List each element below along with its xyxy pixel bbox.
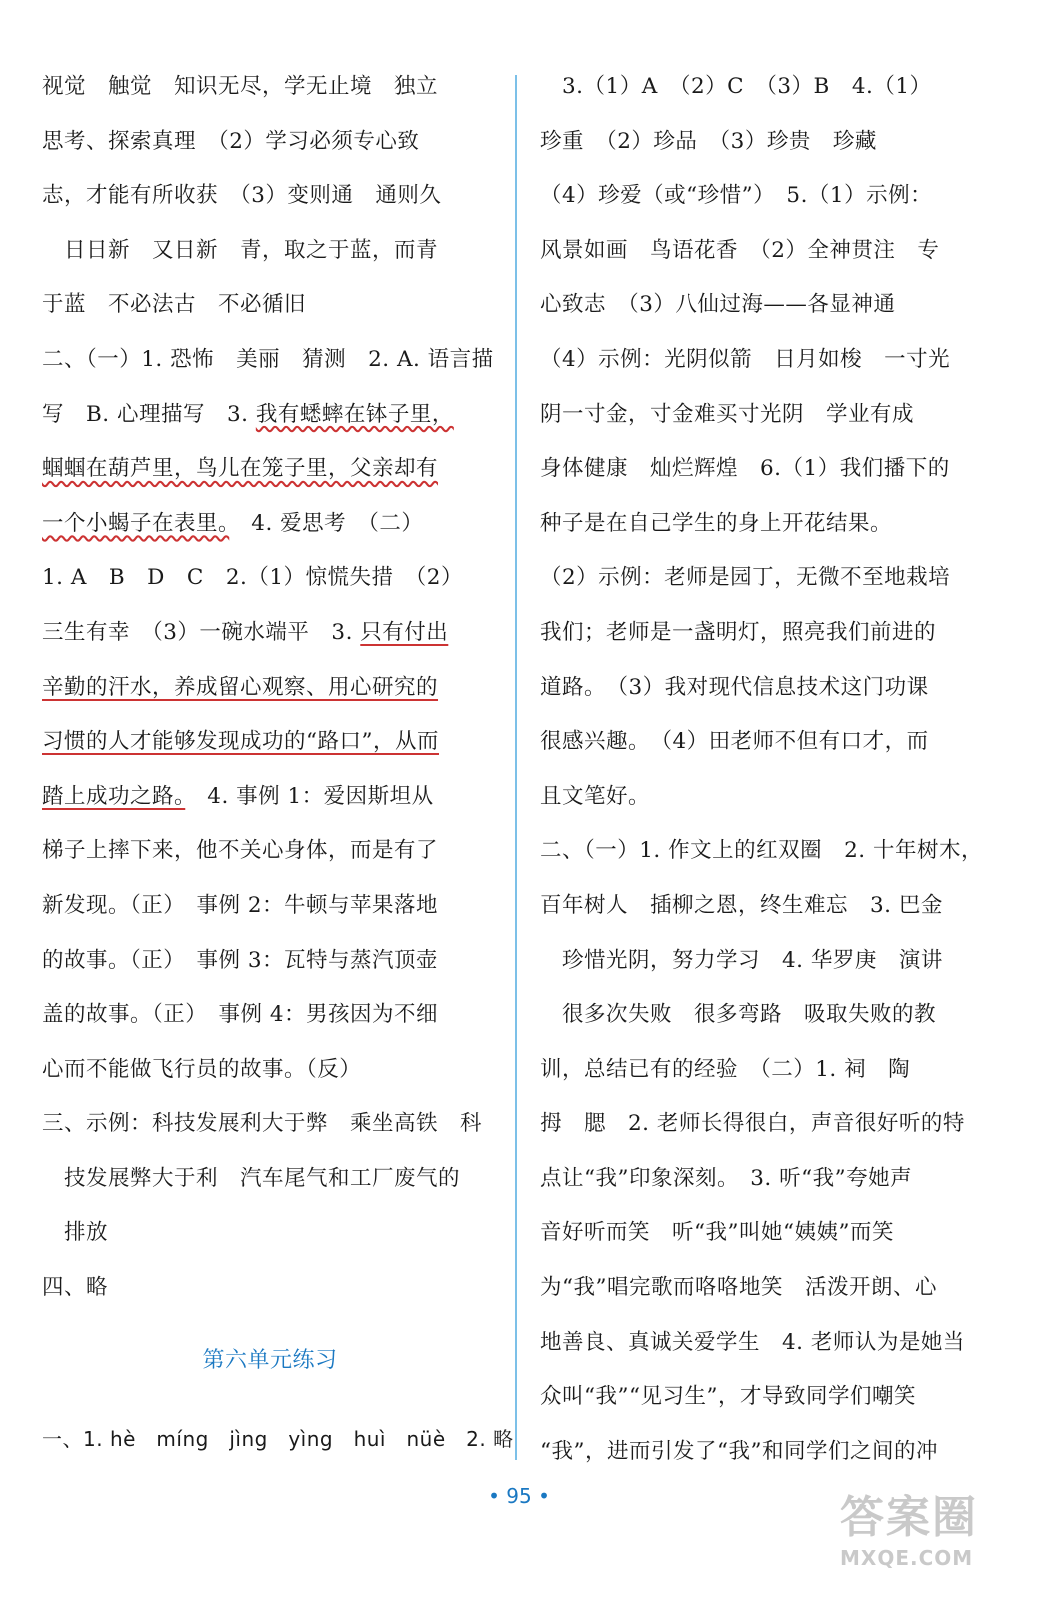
text-line xyxy=(540,1316,1002,1371)
answer-text: 拇 腮 2. 老师长得很白，声音很好听的特 xyxy=(540,1111,965,1137)
answer-text: 新发现。（正） 事例 2：牛顿与苹果落地 xyxy=(42,892,439,918)
text-line xyxy=(540,1043,1002,1098)
pinyin-answer-line: 一、1. hè míng jìng yìng huì nüè 2. 略 xyxy=(42,1427,514,1452)
text-line xyxy=(42,278,498,333)
text-line xyxy=(42,442,498,497)
answer-text: 为“我”唱完歌而咯咯地笑 活泼开朗、心 xyxy=(540,1275,937,1301)
answer-text: 1. A B D C 2.（1）惊慌失措 （2） xyxy=(42,565,463,591)
text-line xyxy=(42,934,498,989)
answer-underlined-text: 只有付出 xyxy=(360,619,449,645)
left-column xyxy=(42,60,514,1467)
text-line xyxy=(540,1097,1002,1152)
answer-text: （2）示例：老师是园丁，无微不至地栽培 xyxy=(540,565,951,591)
answer-text: 珍重 （2）珍品 （3）珍贵 珍藏 xyxy=(540,128,877,154)
text-line xyxy=(540,388,1002,443)
text-line xyxy=(42,988,498,1043)
text-line xyxy=(540,824,1002,879)
answer-text: 道路。 （3）我对现代信息技术这门功课 xyxy=(540,674,929,700)
answer-text: “我”，进而引发了“我”和同学们之间的冲 xyxy=(540,1438,938,1464)
text-line xyxy=(540,224,1002,279)
watermark-logo-text: 答案圈 xyxy=(840,1492,978,1543)
answer-text: 百年树人 插柳之恩，终生难忘 3. 巴金 xyxy=(540,892,943,918)
text-line xyxy=(42,60,498,115)
text-line xyxy=(42,1152,498,1207)
answer-text: 训，总结已有的经验 （二）1. 祠 陶 xyxy=(540,1056,911,1082)
answer-text: 地善良、真诚关爱学生 4. 老师认为是她当 xyxy=(540,1329,965,1355)
text-line xyxy=(42,224,498,279)
text-line xyxy=(42,388,498,443)
text-line xyxy=(540,60,1002,115)
answer-text: 三、示例：科技发展利大于弊 乘坐高铁 科 xyxy=(42,1111,483,1137)
answer-underlined-text: 一个小蝎子在表里。 xyxy=(42,510,230,536)
text-line xyxy=(42,169,498,224)
answer-underlined-text: 我有蟋蟀在钵子里， xyxy=(255,401,454,427)
text-line xyxy=(42,661,498,716)
answer-text: 思考、探索真理 （2）学习必须专心致 xyxy=(42,128,420,154)
watermark-url: MXQE.COM xyxy=(840,1546,974,1570)
answer-text: 梯子上摔下来，他不关心身体，而是有了 xyxy=(42,838,439,864)
column-divider xyxy=(515,75,517,1460)
text-line xyxy=(42,1261,498,1316)
text-line xyxy=(42,1097,498,1152)
text-line xyxy=(540,770,1002,825)
watermark-logo xyxy=(840,1490,1020,1590)
answer-text: 音好听而笑 听“我”叫她“姨姨”而笑 xyxy=(540,1220,894,1246)
text-line xyxy=(540,333,1002,388)
text-line xyxy=(540,497,1002,552)
text-line xyxy=(540,715,1002,770)
text-line xyxy=(540,1206,1002,1261)
answer-text: 珍惜光阴，努力学习 4. 华罗庚 演讲 xyxy=(540,947,943,973)
answer-text: 视觉 触觉 知识无尽，学无止境 独立 xyxy=(42,74,439,99)
text-line xyxy=(42,879,498,934)
answer-text: 我们；老师是一盏明灯，照亮我们前进的 xyxy=(540,619,937,645)
answer-text: 3.（1）A （2）C （3）B 4.（1） xyxy=(540,74,932,99)
answer-text: 三生有幸 （3）一碗水端平 3. xyxy=(42,619,361,645)
answer-text: 4. 事例 1：爱因斯坦从 xyxy=(185,783,434,809)
answer-underlined-text: 辛勤的汗水，养成留心观察、用心研究的 xyxy=(42,674,439,700)
text-line xyxy=(42,715,498,770)
text-line xyxy=(42,824,498,879)
answer-text: 众叫“我”“见习生”，才导致同学们嘲笑 xyxy=(540,1384,916,1410)
text-line xyxy=(540,1152,1002,1207)
right-column xyxy=(540,60,1002,1479)
answer-text: 且文笔好。 xyxy=(540,783,651,809)
text-line xyxy=(42,333,498,388)
answer-text: 盖的故事。（正） 事例 4：男孩因为不细 xyxy=(42,1002,439,1028)
answer-underlined-text: 蝈蝈在葫芦里，鸟儿在笼子里，父亲却有 xyxy=(42,456,439,482)
text-line xyxy=(42,1043,498,1098)
answer-text: 日日新 又日新 青，取之于蓝，而青 xyxy=(42,237,439,263)
text-line xyxy=(540,169,1002,224)
text-line xyxy=(42,606,498,661)
text-line xyxy=(540,442,1002,497)
answer-text: 的故事。（正） 事例 3：瓦特与蒸汽顶壶 xyxy=(42,947,439,973)
text-line xyxy=(540,115,1002,170)
answer-text: 写 B. 心理描写 3. xyxy=(42,401,256,427)
answer-text: 身体健康 灿烂辉煌 6.（1）我们播下的 xyxy=(540,456,950,482)
text-line xyxy=(540,879,1002,934)
answer-text: 二、（一）1. 恐怖 美丽 猜测 2. A. 语言描 xyxy=(42,346,494,372)
answer-text: 种子是在自己学生的身上开花结果。 xyxy=(540,510,893,536)
answer-text: 志，才能有所收获 （3）变则通 通则久 xyxy=(42,183,442,209)
text-line xyxy=(540,661,1002,716)
answer-text: 技发展弊大于利 汽车尾气和工厂废气的 xyxy=(42,1165,461,1191)
answer-underlined-text: 踏上成功之路。 xyxy=(42,783,186,809)
answer-text: 心而不能做飞行员的故事。（反） xyxy=(42,1056,362,1082)
text-line xyxy=(42,1206,498,1261)
answer-text: 于蓝 不必法古 不必循旧 xyxy=(42,292,307,318)
text-line xyxy=(42,115,498,170)
answer-text: 四、略 xyxy=(42,1275,109,1301)
page-number: • 95 • xyxy=(488,1484,550,1508)
text-line xyxy=(540,278,1002,333)
text-line xyxy=(42,770,498,825)
text-line xyxy=(540,551,1002,606)
answer-text: 4. 爱思考 （二） xyxy=(229,510,424,536)
answer-text: 二、（一）1. 作文上的红双圈 2. 十年树木， xyxy=(540,838,983,864)
answer-text: （4）示例：光阴似箭 日月如梭 一寸光 xyxy=(540,346,951,372)
text-line xyxy=(540,1261,1002,1316)
text-line xyxy=(42,551,498,606)
text-line xyxy=(540,988,1002,1043)
text-line xyxy=(540,934,1002,989)
text-line xyxy=(42,497,498,552)
answer-text: 很感兴趣。 （4）田老师不但有口才，而 xyxy=(540,729,929,755)
section-heading: 第六单元练习 xyxy=(202,1347,338,1373)
answer-text: 风景如画 鸟语花香 （2）全神贯注 专 xyxy=(540,237,940,263)
answer-text: 阴一寸金，寸金难买寸光阴 学业有成 xyxy=(540,401,915,427)
answer-text: 点让“我”印象深刻。 3. 听“我”夸她声 xyxy=(540,1165,913,1191)
answer-text: 排放 xyxy=(42,1220,109,1246)
answer-text: 心致志 （3）八仙过海——各显神通 xyxy=(540,292,896,318)
text-line xyxy=(540,606,1002,661)
answer-text: （4）珍爱（或“珍惜”） 5.（1）示例： xyxy=(540,183,933,209)
text-line xyxy=(540,1370,1002,1425)
text-line xyxy=(540,1425,1002,1480)
answer-text: 很多次失败 很多弯路 吸取失败的教 xyxy=(540,1002,937,1028)
answer-underlined-text: 习惯的人才能够发现成功的“路口”，从而 xyxy=(42,729,439,755)
